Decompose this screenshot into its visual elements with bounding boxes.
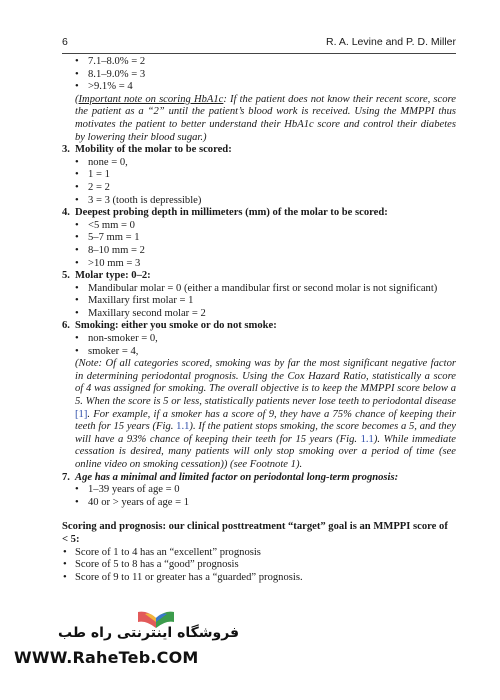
figure-link[interactable]: 1.1 bbox=[176, 421, 190, 433]
store-watermark bbox=[0, 608, 260, 668]
list-item: • 40 or > years of age = 1 bbox=[62, 497, 456, 510]
list-item: • smoker = 4, bbox=[62, 346, 456, 359]
age-list bbox=[62, 484, 456, 509]
list-item: • Maxillary first molar = 1 bbox=[62, 295, 456, 308]
list-item: • <5 mm = 0 bbox=[62, 220, 456, 233]
list-item: • Mandibular molar = 0 (either a mandibular first or second molar is not significant) bbox=[62, 283, 456, 296]
section-heading: 4. Deepest probing depth in millimeters (mm) of the molar to be scored: bbox=[62, 207, 388, 219]
section-heading: 3. Mobility of the molar to be scored: bbox=[62, 144, 232, 156]
list-item: • Score of 9 to 11 or greater has a “guarded” prognosis. bbox=[62, 572, 456, 585]
section-heading: 5. Molar type: 0–2: bbox=[62, 270, 151, 282]
watermark-persian-text: فروشگاه اینترنتی راه طب bbox=[58, 625, 240, 641]
hba1c-note-body: : If the patient does not know their recent score, score the patient as a “2” until the patient’s blood work is received. Using the MMPPI thus motivates the patient to better understand their HbA1c score and control their diabetes by lowering their blood sugar.) bbox=[75, 93, 456, 143]
page-number: 6 bbox=[62, 36, 68, 48]
list-item: • 2 = 2 bbox=[62, 182, 456, 195]
smoking-list bbox=[62, 333, 456, 358]
list-item: • 8–10 mm = 2 bbox=[62, 245, 456, 258]
mobility-list bbox=[62, 157, 456, 207]
list-item: • 1–39 years of age = 0 bbox=[62, 484, 456, 497]
list-item: • 3 = 3 (tooth is depressible) bbox=[62, 195, 456, 208]
running-head-authors: R. A. Levine and P. D. Miller bbox=[326, 36, 456, 48]
header-rule bbox=[62, 53, 456, 54]
molar-type-list bbox=[62, 283, 456, 321]
list-item: • 1 = 1 bbox=[62, 169, 456, 182]
page-body bbox=[62, 56, 456, 584]
list-item: • Maxillary second molar = 2 bbox=[62, 308, 456, 321]
probing-depth-list bbox=[62, 220, 456, 270]
list-item: • Score of 5 to 8 has a “good” prognosis bbox=[62, 559, 456, 572]
section-heading: 6. Smoking: either you smoke or do not smoke: bbox=[62, 320, 277, 332]
list-item: • >9.1% = 4 bbox=[62, 81, 456, 94]
list-item: • non-smoker = 0, bbox=[62, 333, 456, 346]
list-item: • 8.1–9.0% = 3 bbox=[62, 69, 456, 82]
scoring-list bbox=[62, 547, 456, 585]
hba1c-note: (Important note on scoring HbA1c: If the patient does not know their recent score, score the patient as a “2” until the patient’s blood work is received. Using the MMPPI thus motivates the patient to better understand their HbA1c score and control their diabetes by lowering their blood sugar.) bbox=[75, 93, 456, 143]
list-item: • none = 0, bbox=[62, 157, 456, 170]
scoring-heading: Scoring and prognosis: our clinical posttreatment “target” goal is an MMPPI score of < 5: bbox=[62, 521, 448, 545]
smoking-note: (Note: Of all categories scored, smoking was by far the most significant negative factor in determining periodontal prognosis. Using the Cox Hazard Ratio, statistically a score of 4 was assigned for smoking. The overall objective is to keep the MMPPI score below a 5. When the score is 5 or less, statistically patients never lose teeth to periodontal disease [1]. For example, if a smoker has a score of 9, they have a 75% chance of keeping their teeth for 15 years (Fig. 1.1). If the patient stops smoking, the score becomes a 5, and they will have a 93% chance of keeping their teeth for 15 years (Fig. 1.1). While immediate cessation is desired, many patients will only stop smoking over a period of time (see online video on smoking cessation)) (see Footnote 1). bbox=[75, 358, 457, 470]
running-header bbox=[62, 36, 456, 52]
watermark-url[interactable]: WWW.RaheTeb.COM bbox=[14, 648, 199, 667]
list-item: • 7.1–8.0% = 2 bbox=[62, 56, 456, 69]
list-item: • 5–7 mm = 1 bbox=[62, 232, 456, 245]
section-heading: 7. Age has a minimal and limited factor on periodontal long-term prognosis: bbox=[62, 471, 399, 483]
list-item: • Score of 1 to 4 has an “excellent” prognosis bbox=[62, 547, 456, 560]
citation-link[interactable]: [1] bbox=[75, 408, 88, 420]
list-item: • >10 mm = 3 bbox=[62, 258, 456, 271]
figure-link[interactable]: 1.1 bbox=[360, 433, 374, 445]
hba1c-note-title: Important note on scoring HbA1c bbox=[78, 93, 224, 105]
hba1c-list bbox=[62, 56, 456, 94]
